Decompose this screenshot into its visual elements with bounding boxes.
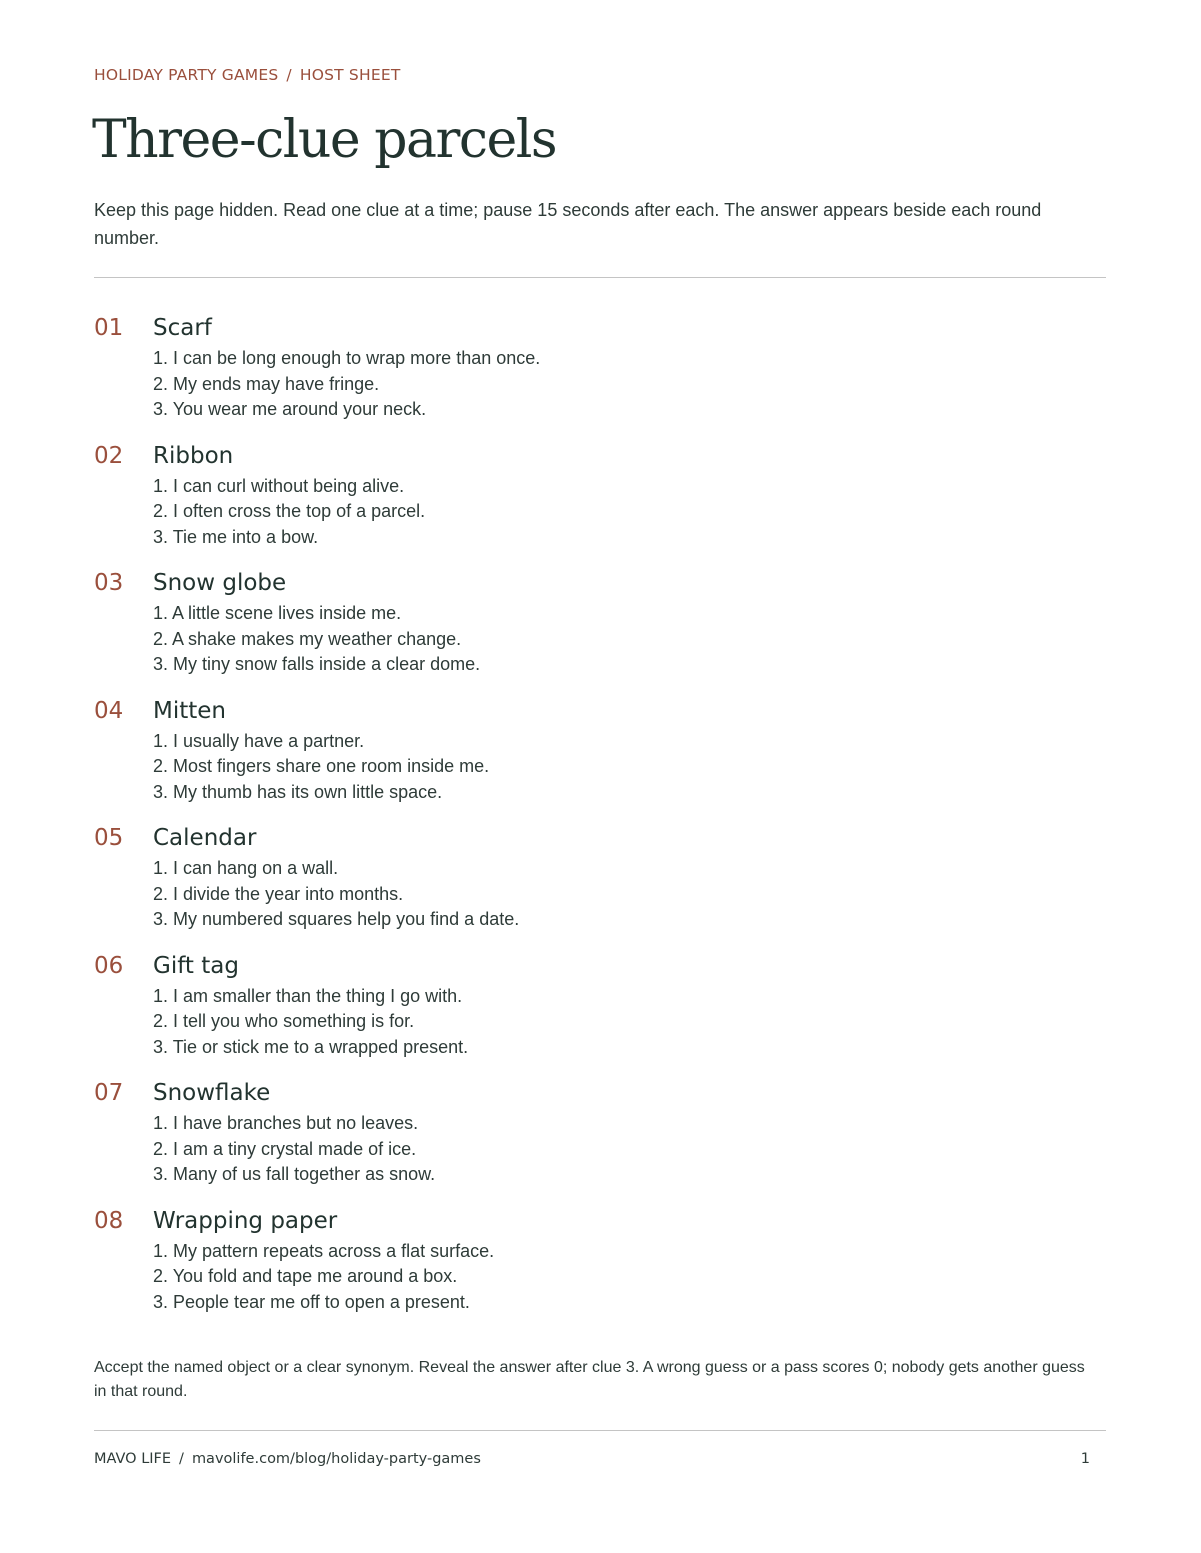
- clue-item: 2. My ends may have fringe.: [153, 373, 380, 394]
- footer-divider: [94, 1430, 1106, 1431]
- breadcrumb-section: HOLIDAY PARTY GAMES: [94, 66, 279, 84]
- round-answer: Snow globe: [153, 570, 287, 596]
- breadcrumb-page: HOST SHEET: [299, 66, 401, 84]
- page-title: Three-clue parcels: [92, 110, 557, 170]
- clue-item: 1. I am smaller than the thing I go with.: [153, 985, 463, 1006]
- intro-text: Keep this page hidden. Read one clue at a time; pause 15 seconds after each. The answer appears beside each round number.: [94, 200, 1042, 248]
- clue-item: 3. People tear me off to open a present.: [153, 1291, 470, 1312]
- round-number: 08: [94, 1207, 124, 1234]
- round-answer: Snowflake: [153, 1080, 271, 1106]
- clue-item: 2. You fold and tape me around a box.: [153, 1266, 458, 1286]
- round-number: 03: [94, 570, 124, 596]
- round-05: [94, 823, 1106, 951]
- clue-item: 1. I can curl without being alive.: [153, 475, 405, 496]
- clue-item: 3. My thumb has its own little space.: [153, 781, 443, 802]
- clue-item: 3. Tie me into a bow.: [153, 526, 319, 547]
- clue-item: 1. I can be long enough to wrap more than once.: [153, 348, 541, 368]
- header-divider: [94, 277, 1106, 278]
- clue-item: 2. I often cross the top of a parcel.: [153, 501, 426, 521]
- clue-item: 3. My tiny snow falls inside a clear dome.: [153, 654, 481, 674]
- clue-item: 3. My numbered squares help you find a date.: [153, 909, 520, 929]
- clue-item: 3. You wear me around your neck.: [153, 399, 427, 419]
- clue-item: 2. I am a tiny crystal made of ice.: [153, 1138, 417, 1159]
- round-number: 02: [94, 442, 124, 469]
- clue-item: 1. My pattern repeats across a flat surface.: [153, 1240, 495, 1261]
- footer-separator: /: [179, 1451, 184, 1467]
- clue-list: [153, 346, 540, 423]
- round-number: 04: [94, 697, 124, 724]
- clue-item: 1. I can hang on a wall.: [153, 858, 339, 878]
- round-answer: Wrapping paper: [153, 1207, 338, 1234]
- clue-list: [153, 984, 468, 1061]
- round-answer: Calendar: [153, 825, 257, 851]
- rounds-list: [94, 313, 1106, 1333]
- round-number: 05: [94, 825, 124, 851]
- clue-list: [153, 474, 425, 551]
- clue-item: 3. Tie or stick me to a wrapped present.: [153, 1036, 469, 1057]
- round-number: 01: [94, 315, 124, 341]
- footer-url: mavolife.com/blog/holiday-party-games: [191, 1451, 481, 1467]
- clue-list: [153, 1239, 494, 1316]
- clue-item: 2. Most fingers share one room inside me.: [153, 756, 490, 776]
- clue-item: 2. I divide the year into months.: [153, 883, 404, 904]
- round-02: [94, 441, 1106, 569]
- clue-item: 1. I have branches but no leaves.: [153, 1113, 419, 1133]
- round-answer: Ribbon: [153, 442, 234, 469]
- breadcrumb: [94, 66, 400, 84]
- round-number: 07: [94, 1080, 124, 1106]
- breadcrumb-separator: /: [286, 66, 292, 84]
- footer-brand: MAVO LIFE: [94, 1451, 172, 1467]
- clue-list: [153, 729, 489, 806]
- round-number: 06: [94, 952, 124, 979]
- page-footer: [94, 1451, 1106, 1467]
- clue-item: 2. A shake makes my weather change.: [153, 628, 462, 649]
- round-07: [94, 1078, 1106, 1206]
- round-04: [94, 696, 1106, 824]
- clue-item: 2. I tell you who something is for.: [153, 1011, 415, 1031]
- round-answer: Mitten: [153, 697, 226, 724]
- clue-list: [153, 856, 519, 933]
- page-number: 1: [1080, 1451, 1090, 1467]
- scoring-note: Accept the named object or a clear synonym. Reveal the answer after clue 3. A wrong guess or a pass scores 0; nobody gets another guess in that round.: [94, 1359, 1085, 1400]
- round-answer: Scarf: [153, 315, 212, 341]
- clue-item: 1. A little scene lives inside me.: [153, 603, 402, 623]
- round-01: [94, 313, 1106, 441]
- clue-item: 1. I usually have a partner.: [153, 730, 365, 751]
- round-06: [94, 951, 1106, 1079]
- clue-item: 3. Many of us fall together as snow.: [153, 1164, 436, 1184]
- round-answer: Gift tag: [153, 952, 239, 979]
- round-03: [94, 568, 1106, 696]
- clue-list: [153, 601, 480, 678]
- clue-list: [153, 1111, 435, 1188]
- round-08: [94, 1206, 1106, 1334]
